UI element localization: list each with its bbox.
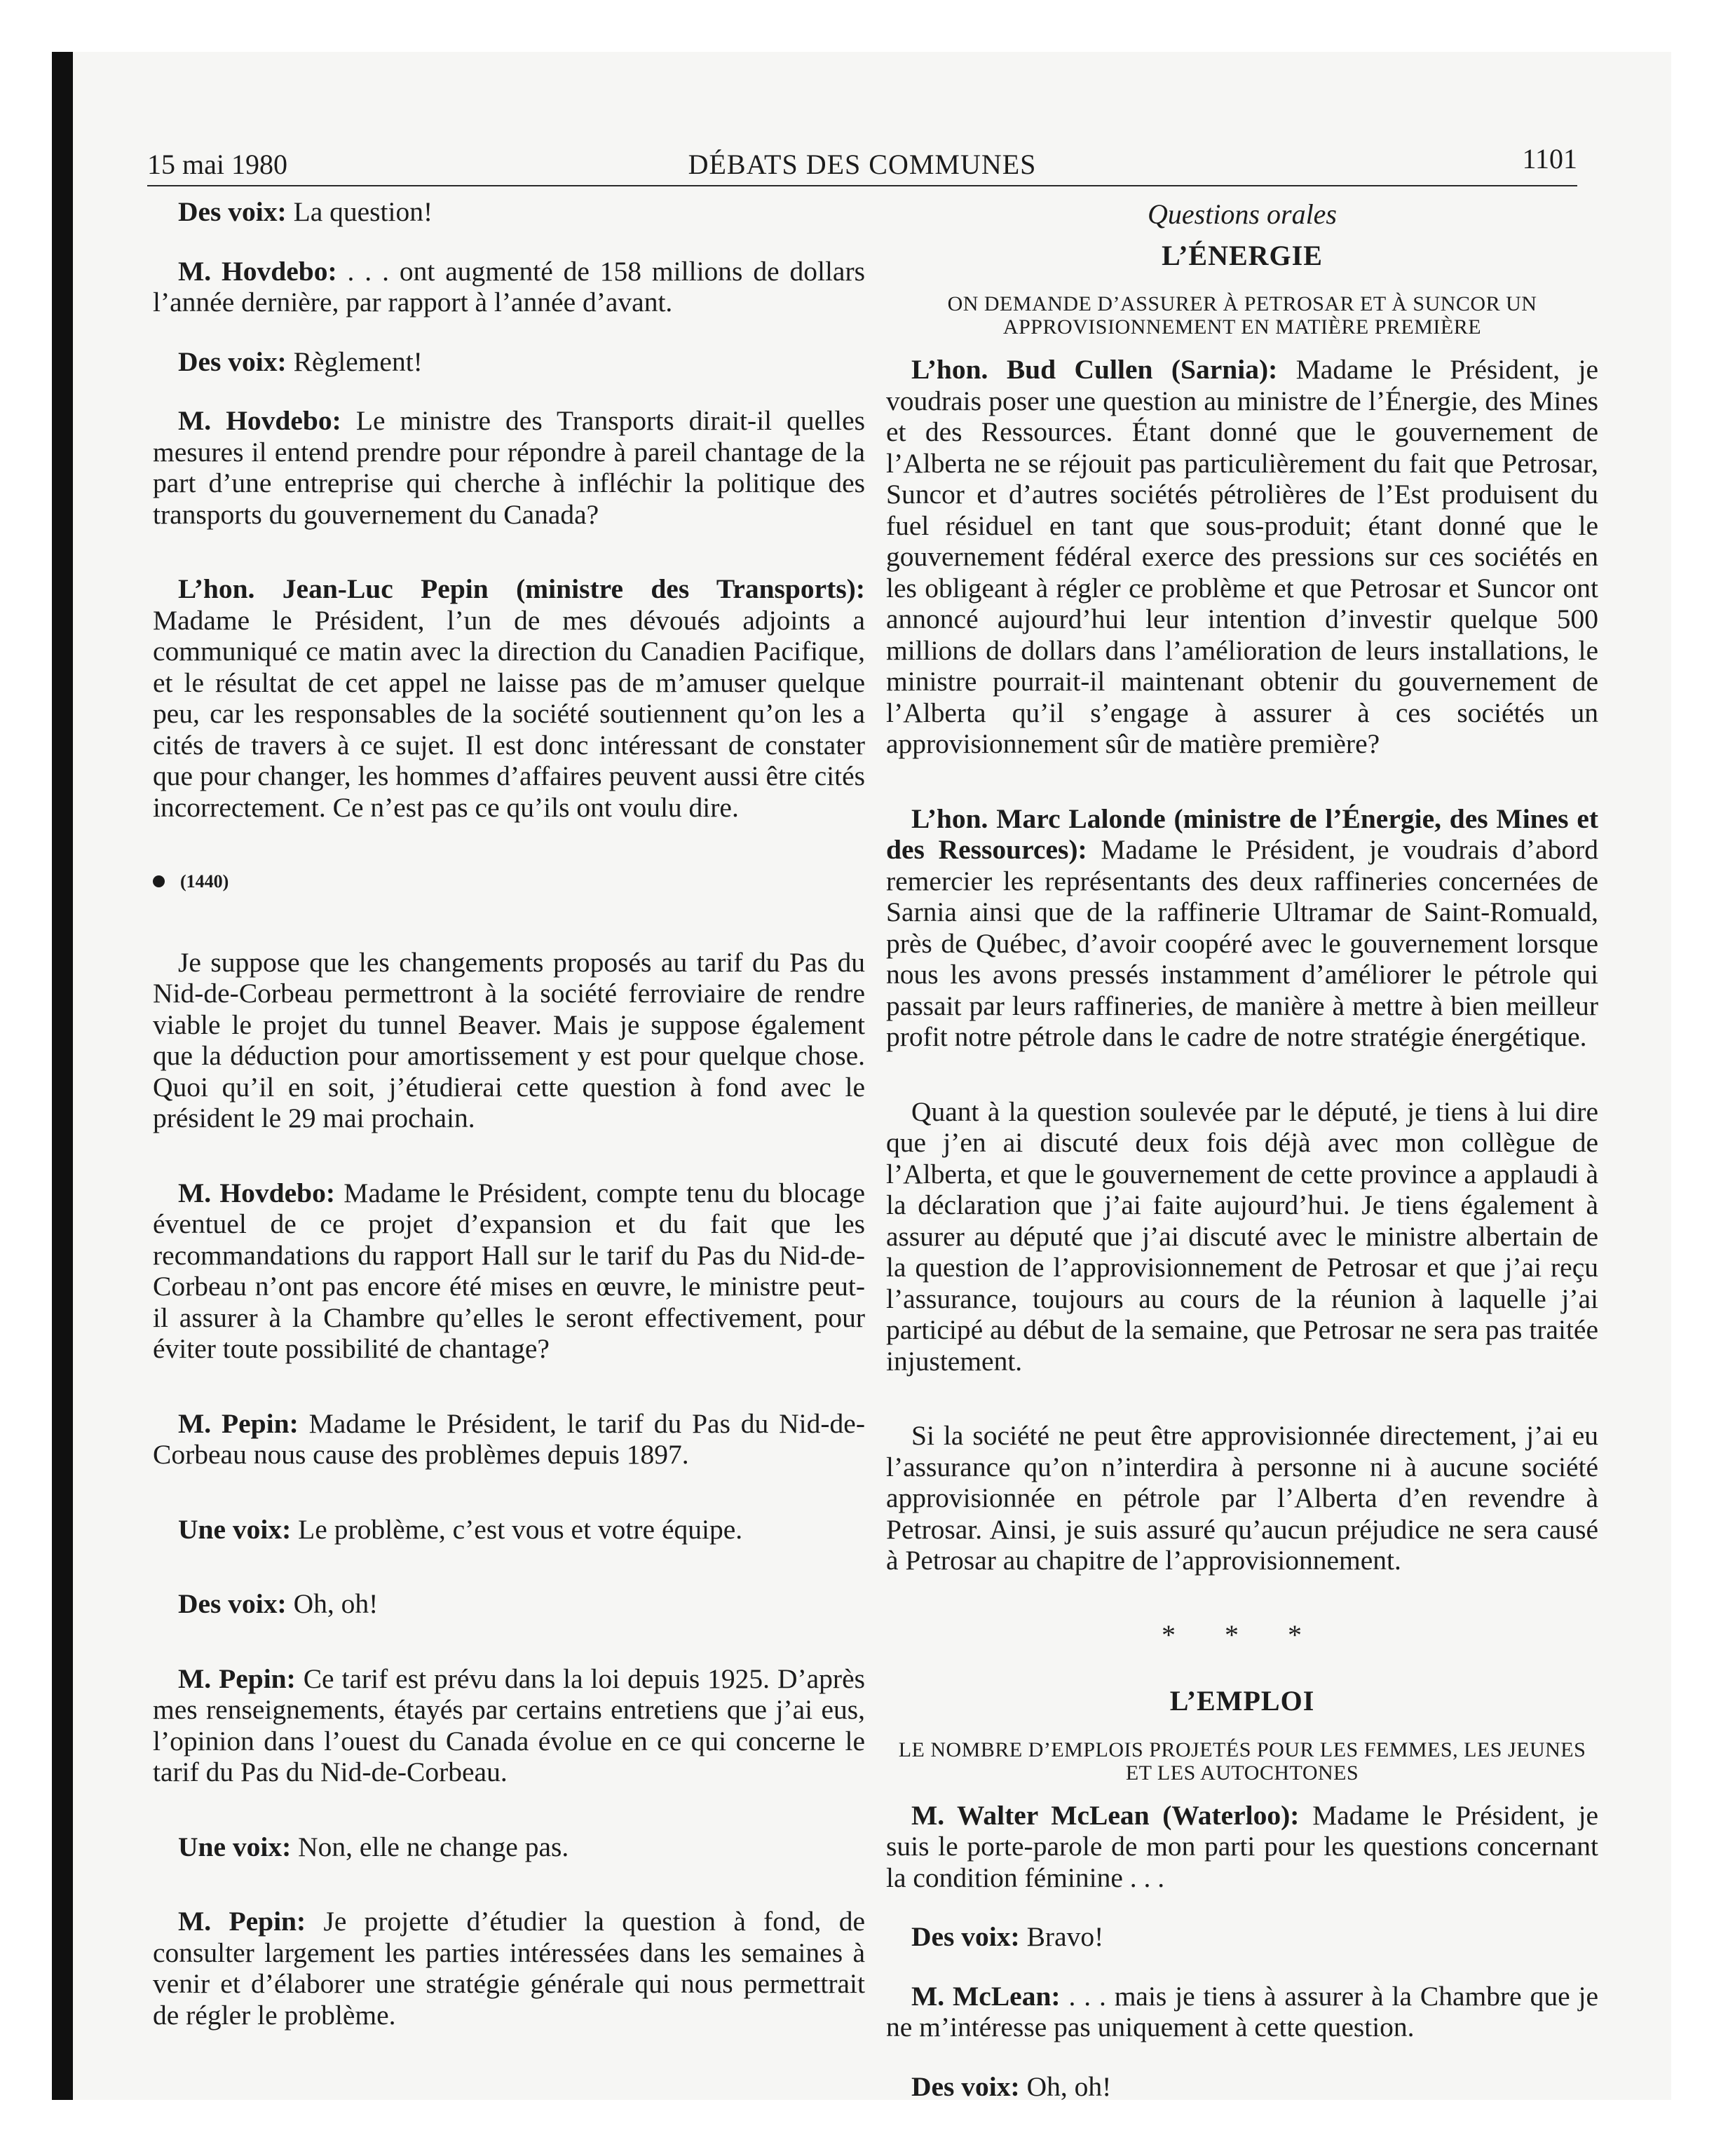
- speech: Madame le Président, compte tenu du blocage éventuel de ce projet d’expansion et du fait que les recommandations du rapport Hall sur le tarif du Pas du Nid-de-Corbeau n’ont pas encore été mises en œuvre, le ministre peut-il assurer à la Chambre qu’elles le seront effectivement, pour éviter toute possibilité de chantage?: [153, 1177, 865, 1364]
- speaker: M. Hovdebo:: [178, 405, 341, 436]
- speaker: M. Pepin:: [178, 1663, 296, 1694]
- section-label: Questions orales: [1148, 198, 1337, 230]
- paragraph: [153, 947, 865, 1134]
- speech: La question!: [286, 196, 433, 227]
- speaker: Des voix:: [178, 196, 287, 227]
- speech: Madame le Président, le tarif du Pas du Nid-de-Corbeau nous cause des problèmes depuis 1897.: [153, 1407, 865, 1470]
- speech: Oh, oh!: [286, 1588, 379, 1619]
- speech: Si la société ne peut être approvisionnée directement, j’ai eu l’assurance qu’on n’interdira à personne ni à aucune société approvisionnée en pétrole par l’Alberta d’en revendre à Petrosar. Ainsi, je suis assuré qu’aucun préjudice ne sera causé à Petrosar au chapitre de l’approvisionnement.: [886, 1420, 1598, 1576]
- speech: Oh, oh!: [1019, 2070, 1112, 2102]
- subsection-heading: LE NOMBRE D’EMPLOIS PROJETÉS POUR LES FEMMES, LES JEUNES ET LES AUTOCHTONES: [898, 1738, 1586, 1785]
- speaker: Des voix:: [178, 1588, 287, 1619]
- speech: Ce tarif est prévu dans la loi depuis 1925. D’après mes renseignements, étayés par certains entretiens que j’ai eus, l’opinion dans l’ouest du Canada évolue en ce qui concerne le tarif du Pas du Nid-de-Corbeau.: [153, 1663, 865, 1787]
- speaker: Une voix:: [178, 1831, 292, 1862]
- speech: . . . ont augmenté de 158 millions de dollars l’année dernière, par rapport à l’année d’avant.: [153, 255, 865, 318]
- bullet-icon: [153, 875, 165, 887]
- speaker: M. Hovdebo:: [178, 255, 337, 287]
- speech: Madame le Président, je voudrais poser une question au ministre de l’Énergie, des Mines et des Ressources. Étant donné que le gouvernement de l’Alberta ne se réjouit pas particulièrement du fait que Petrosar, Suncor et d’autres sociétés pétrolières de l’Est produisent du fuel résiduel en tant que sous-produit; étant donné que le gouvernement fédéral exerce des pressions sur ces sociétés en les obligeant à régler ce problème et que Petrosar et Suncor ont annoncé aujourd’hui leur intention d’investir quelque 500 millions de dollars dans l’amélioration de leurs installations, le ministre pourrait-il maintenant obtenir du gouvernement de l’Alberta qu’il s’engage à assurer à ces sociétés un approvisionnement sûr de matière première?: [886, 354, 1598, 759]
- speech: Madame le Président, je voudrais d’abord remercier les représentants des deux raffineries concernées de Sarnia ainsi que de la raffinerie Ultramar de Saint-Romuald, près de Québec, d’avoir coopéré avec le gouvernement lorsque nous les avons pressés instamment d’améliorer le pétrole qui passait par leurs raffineries, de manière à mettre à bien meilleur profit notre pétrole dans le cadre de notre stratégie énergétique.: [886, 834, 1598, 1052]
- speech: Je projette d’étudier la question à fond, de consulter largement les parties intéressées dans les semaines à venir et d’élaborer une stratégie générale qui nous permettrait de régler le problème.: [153, 1906, 865, 2031]
- section-separator: * * *: [1162, 1618, 1323, 1651]
- page-number: 1101: [1522, 143, 1577, 175]
- paragraph: [153, 346, 865, 378]
- speaker: M. McLean:: [911, 1980, 1061, 2012]
- paragraph: [886, 1921, 1598, 1953]
- speech: Règlement!: [286, 346, 423, 377]
- speech: Madame le Président, l’un de mes dévoués adjoints a communiqué ce matin avec la direction du Canadien Pacifique, et le résultat de cet appel ne laisse pas de m’amuser quelque peu, car les responsables de la société soutiennent qu’on les a cités de travers à ce sujet. Il est donc intéressant de constater que pour changer, les hommes d’affaires peuvent aussi être cités incorrectement. Ce n’est pas ce qu’ils ont voulu dire.: [153, 604, 865, 823]
- section-heading: L’EMPLOI: [1169, 1685, 1315, 1717]
- header-date: 15 mai 1980: [147, 149, 287, 180]
- paragraph: [153, 1906, 865, 2031]
- paragraph: [153, 1588, 865, 1620]
- header-title: DÉBATS DES COMMUNES: [688, 149, 1037, 180]
- scan-edge: [52, 52, 73, 2100]
- right-column: [886, 196, 1598, 2130]
- paragraph: [153, 196, 865, 228]
- paragraph: [886, 1981, 1598, 2043]
- speech: Je suppose que les changements proposés au tarif du Pas du Nid-de-Corbeau permettront à la société ferroviaire de rendre viable le projet du tunnel Beaver. Mais je suppose également que la déduction pour amortissement y est pour quelque chose. Quoi qu’il en soit, j’étudierai cette question à fond avec le président le 29 mai prochain.: [153, 946, 865, 1133]
- paragraph: [886, 354, 1598, 760]
- speech: Le ministre des Transports dirait-il quelles mesures il entend prendre pour répondre à pareil chantage de la part d’une entreprise qui cherche à infléchir la politique des transports du gouvernement du Canada?: [153, 405, 865, 530]
- paragraph: [153, 1831, 865, 1863]
- paragraph: [153, 1178, 865, 1365]
- paragraph: [153, 256, 865, 318]
- speaker: Des voix:: [178, 346, 287, 377]
- paragraph: [153, 1408, 865, 1471]
- speaker: L’hon. Marc Lalonde (ministre de l’Énergie, des Mines et des Ressources):: [886, 803, 1598, 865]
- speaker: Des voix:: [911, 2070, 1020, 2102]
- subsection-heading: ON DEMANDE D’ASSURER À PETROSAR ET À SUNCOR UN APPROVISIONNEMENT EN MATIÈRE PREMIÈRE: [947, 292, 1537, 339]
- speaker: M. Hovdebo:: [178, 1177, 336, 1208]
- speaker: Une voix:: [178, 1513, 292, 1545]
- paragraph: [886, 1096, 1598, 1377]
- paragraph: [886, 1420, 1598, 1576]
- speaker: Des voix:: [911, 1921, 1020, 1952]
- paragraph: [153, 1663, 865, 1788]
- speech: Madame le Président, je suis le porte-parole de mon parti pour les questions concernant la condition féminine . . .: [886, 1799, 1598, 1893]
- speech: Le problème, c’est vous et votre équipe.: [291, 1513, 743, 1545]
- time-marker: (1440): [153, 866, 865, 898]
- speaker: M. Pepin:: [178, 1906, 306, 1937]
- speaker: L’hon. Jean-Luc Pepin (ministre des Transports):: [178, 573, 865, 604]
- paragraph: [153, 1514, 865, 1546]
- speaker: M. Walter McLean (Waterloo):: [911, 1799, 1300, 1831]
- paragraph: [886, 803, 1598, 1053]
- speaker: M. Pepin:: [178, 1407, 299, 1439]
- section-heading: L’ÉNERGIE: [1162, 239, 1323, 271]
- page-header: [147, 143, 1577, 186]
- speaker: L’hon. Bud Cullen (Sarnia):: [911, 354, 1278, 385]
- speech: Non, elle ne change pas.: [291, 1831, 569, 1862]
- paragraph: [886, 1800, 1598, 1894]
- paragraph: [153, 405, 865, 530]
- speech: Quant à la question soulevée par le député, je tiens à lui dire que j’en ai discuté deux fois déjà avec mon collègue de l’Alberta, et que le gouvernement de cette province a applaudi à la déclaration que j’ai faite aujourd’hui. Je tiens également à assurer au député que j’ai discuté avec le ministre albertain de la question de l’approvisionnement de Petrosar et que j’ai reçu l’assurance, toujours au cours de la réunion à laquelle j’ai participé au début de la semaine, que Petrosar ne sera pas traitée injustement.: [886, 1096, 1598, 1377]
- speech: . . . mais je tiens à assurer à la Chambre que je ne m’intéresse pas uniquement à cette question.: [886, 1980, 1598, 2042]
- speech: Bravo!: [1019, 1921, 1104, 1952]
- paragraph: [153, 573, 865, 823]
- left-column: [153, 196, 865, 2074]
- paragraph: [886, 2071, 1598, 2103]
